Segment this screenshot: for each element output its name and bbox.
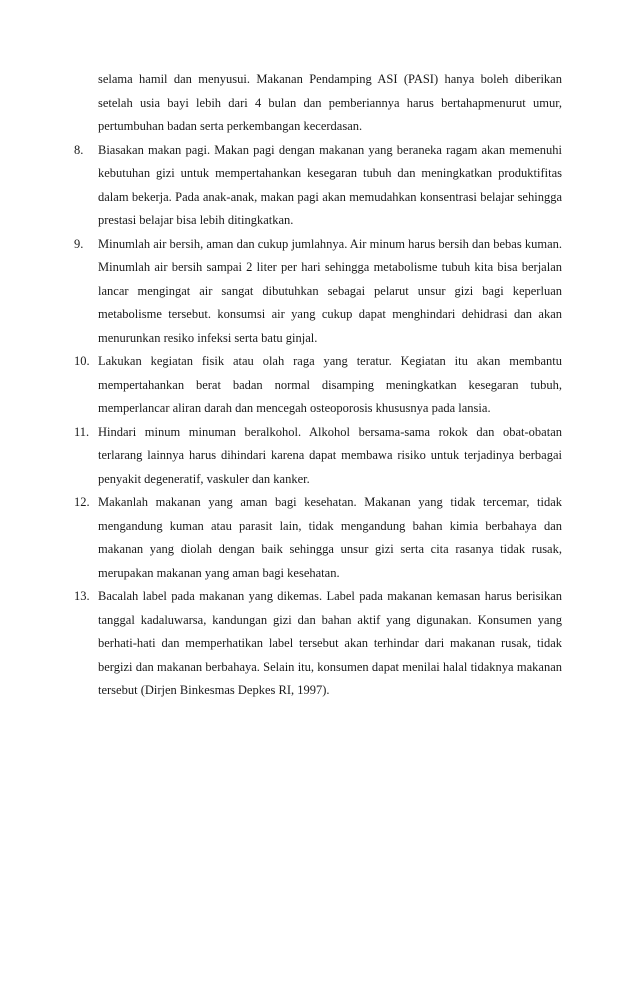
list-item	[74, 491, 562, 585]
list-item	[74, 421, 562, 492]
item-text: Minumlah air bersih, aman dan cukup jumlahnya. Air minum harus bersih dan bebas kuman. Minumlah air bersih sampai 2 liter per hari sehingga metabolisme tubuh kita bisa berjalan lancar mengingat air sangat dibutuhkan sebagai pelarut unsur gizi bagi keperluan metabolisme tersebut. konsumsi air yang cukup dapat menghindari dehidrasi dan akan menurunkan resiko infeksi serta batu ginjal.	[98, 236, 562, 345]
list-item	[74, 350, 562, 421]
item-number: 9.	[74, 236, 84, 251]
item-number: 11.	[74, 424, 90, 439]
item-number: 13.	[74, 589, 90, 603]
item-text: Biasakan makan pagi. Makan pagi dengan makanan yang beraneka ragam akan memenuhi kebutuhan gizi untuk mempertahankan kesegaran tubuh dan meningkatkan produktifitas dalam bekerja. Pada anak-anak, makan pagi akan memudahkan konsentrasi belajar sehingga prestasi belajar bisa lebih ditingkatkan.	[98, 142, 562, 227]
item-text: Bacalah label pada makanan yang dikemas. Label pada makanan kemasan harus berisikan tanggal kadaluwarsa, kandungan gizi dan bahan aktif yang digunakan. Konsumen yang berhati-hati dan memperhatikan label tersebut akan terhindar dari makanan rusak, tidak bergizi dan makanan berbahaya. Selain itu, konsumen dapat menilai halal tidaknya makanan tersebut (Dirjen Binkesmas Depkes RI, 1997).	[98, 589, 562, 697]
list-item	[74, 233, 562, 351]
list-item	[74, 585, 562, 703]
item-text: Makanlah makanan yang aman bagi kesehatan. Makanan yang tidak tercemar, tidak mengandung kuman atau parasit lain, tidak mengandung bahan kimia berbahaya dan makanan yang diolah dengan baik sehingga unsur gizi serta cita rasanya tidak rusak, merupakan makanan yang aman bagi kesehatan.	[98, 495, 562, 580]
list-item	[74, 68, 562, 139]
item-number: 10.	[74, 354, 90, 368]
item-number: 12.	[74, 495, 90, 509]
numbered-list	[74, 68, 562, 703]
item-text: Hindari minum minuman beralkohol. Alkohol bersama-sama rokok dan obat-obatan terlarang lainnya harus dihindari karena dapat membawa risiko untuk terjadinya berbagai penyakit degeneratif, vaskuler dan kanker.	[98, 424, 562, 486]
item-number: 8.	[74, 142, 84, 157]
list-item	[74, 139, 562, 233]
item-text: Lakukan kegiatan fisik atau olah raga yang teratur. Kegiatan itu akan membantu mempertahankan berat badan normal disamping meningkatkan kesegaran tubuh, memperlancar aliran darah dan mencegah osteoporosis khususnya pada lansia.	[98, 354, 562, 415]
item-text: selama hamil dan menyusui. Makanan Pendamping ASI (PASI) hanya boleh diberikan setelah usia bayi lebih dari 4 bulan dan pemberiannya harus bertahapmenurut umur, pertumbuhan badan serta perkembangan kecerdasan.	[98, 72, 562, 133]
